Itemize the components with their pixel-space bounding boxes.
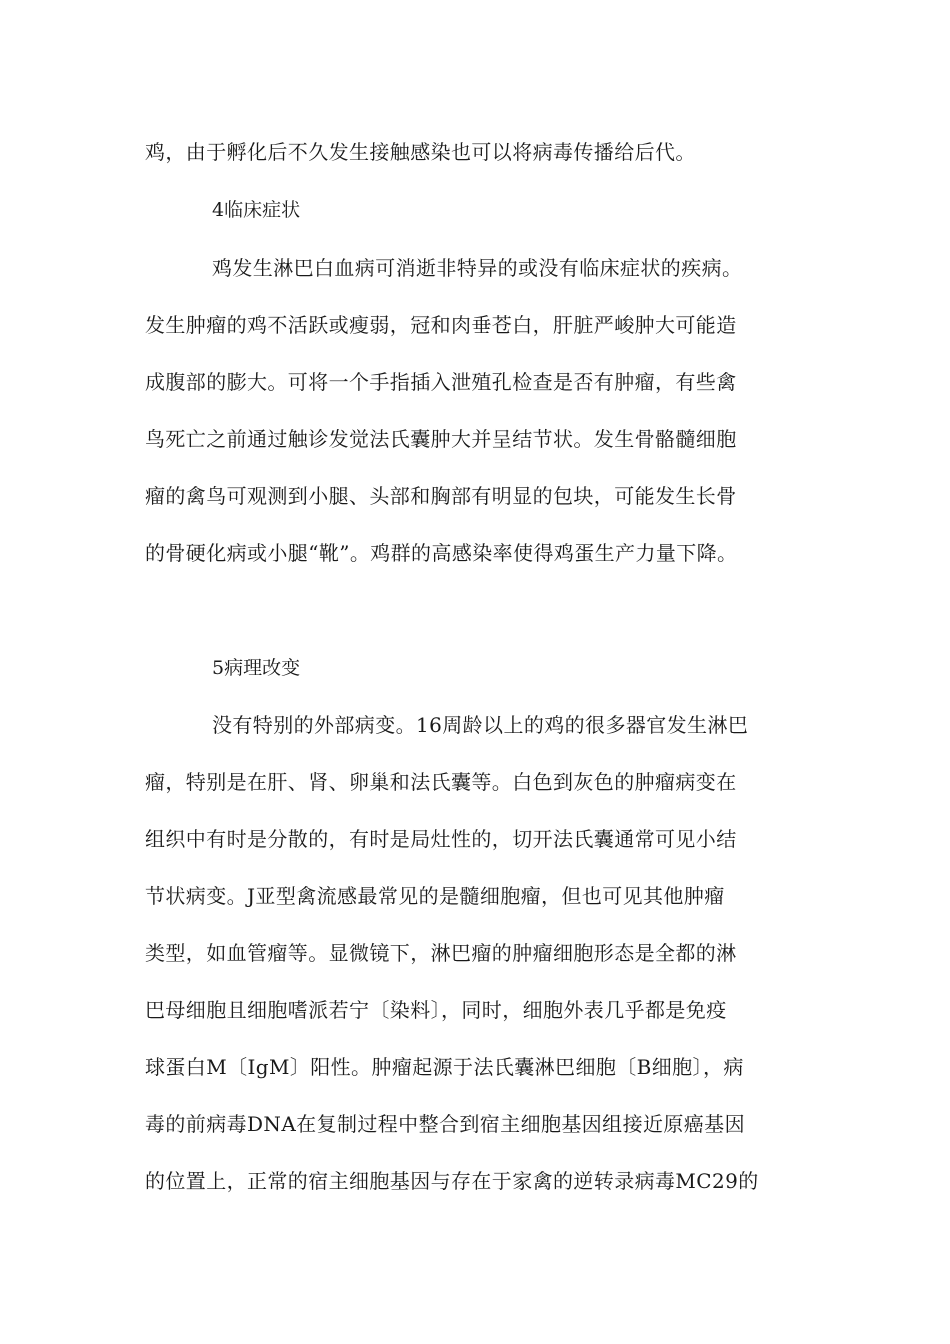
paragraph-line: 的位置上，正常的宿主细胞基因与存在于家禽的逆转录病毒MC29的 xyxy=(145,1169,759,1193)
paragraph-line: 的骨硬化病或小腿“靴”。鸡群的高感染率使得鸡蛋生产力量下降。 xyxy=(145,541,738,565)
section-heading-clinical: 4临床症状 xyxy=(212,199,301,221)
paragraph-line: 组织中有时是分散的，有时是局灶性的，切开法氏囊通常可见小结 xyxy=(145,827,737,851)
paragraph-line: 发生肿瘤的鸡不活跃或瘦弱，冠和肉垂苍白，肝脏严峻肿大可能造 xyxy=(145,313,737,337)
paragraph-line: 球蛋白M〔IgM〕阳性。肿瘤起源于法氏囊淋巴细胞〔B细胞〕，病 xyxy=(145,1055,744,1079)
paragraph-line: 鸡发生淋巴白血病可消逝非特异的或没有临床症状的疾病。 xyxy=(212,256,743,280)
paragraph-line: 类型，如血管瘤等。显微镜下，淋巴瘤的肿瘤细胞形态是全都的淋 xyxy=(145,941,737,965)
paragraph-line: 没有特别的外部病变。16周龄以上的鸡的很多器官发生淋巴 xyxy=(212,713,749,737)
paragraph-line: 毒的前病毒DNA在复制过程中整合到宿主细胞基因组接近原癌基因 xyxy=(145,1112,745,1136)
paragraph-line: 巴母细胞且细胞嗜派若宁〔染料〕，同时，细胞外表几乎都是免疫 xyxy=(145,998,727,1022)
paragraph-line: 成腹部的膨大。可将一个手指插入泄殖孔检查是否有肿瘤，有些禽 xyxy=(145,370,737,394)
paragraph-line: 瘤的禽鸟可观测到小腿、头部和胸部有明显的包块，可能发生长骨 xyxy=(145,484,737,508)
paragraph-line: 节状病变。J亚型禽流感最常见的是髓细胞瘤，但也可见其他肿瘤 xyxy=(145,884,725,908)
paragraph-line: 瘤，特别是在肝、肾、卵巢和法氏囊等。白色到灰色的肿瘤病变在 xyxy=(145,770,737,794)
section-heading-pathology: 5病理改变 xyxy=(212,657,301,679)
paragraph-line: 鸟死亡之前通过触诊发觉法氏囊肿大并呈结节状。发生骨骼髓细胞 xyxy=(145,427,737,451)
paragraph-line: 鸡，由于孵化后不久发生接触感染也可以将病毒传播给后代。 xyxy=(145,140,696,164)
